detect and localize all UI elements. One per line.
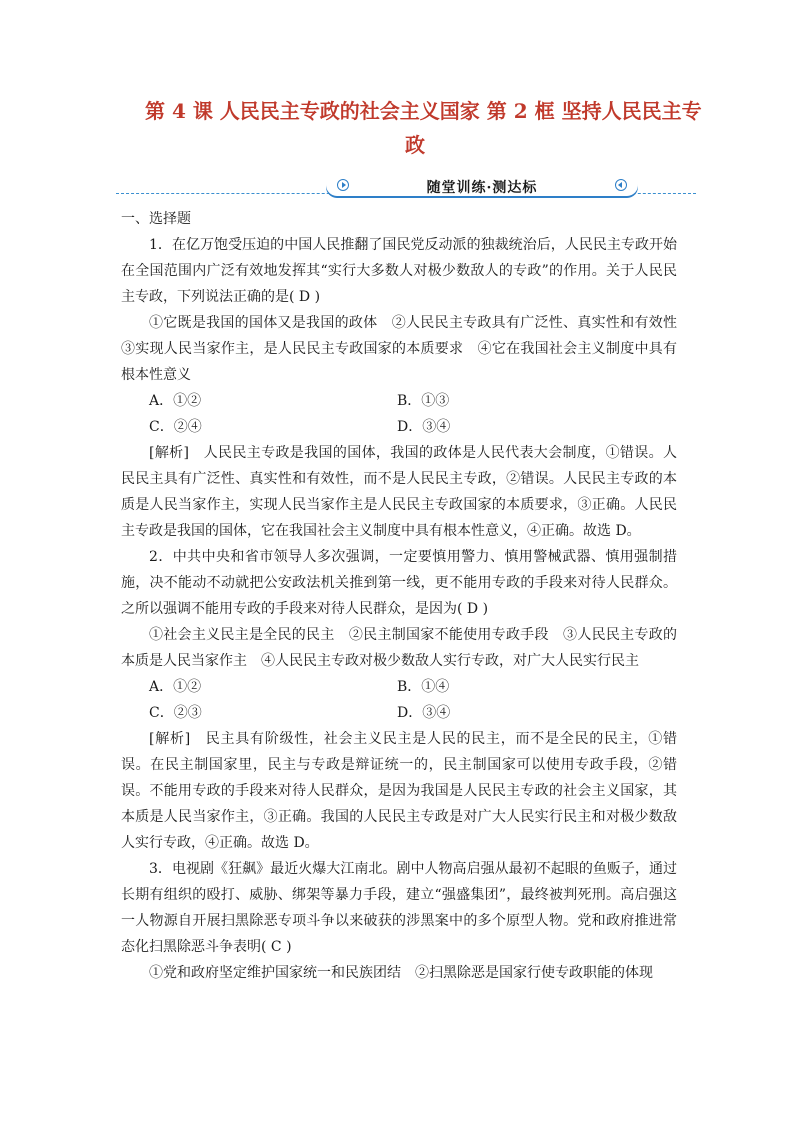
question-2-statements: ①社会主义民主是全民的民主 ②民主制国家不能使用专政手段 ③人民民主专政的本质是人民当家作主 ④人民民主专政对极少数敌人实行专政，对广大人民实行民主	[121, 627, 677, 669]
banner-label: 随堂训练·测达标	[426, 180, 538, 196]
option-c: C．②③	[149, 705, 202, 721]
question-3-stem: 3．电视剧《狂飙》最近火爆大江南北。剧中人物高启强从最初不起眼的鱼贩子，通过长期有组织的殴打、威胁、绑架等暴力手段，建立“强盛集团”，最终被判死刑。高启强这一人物源自开展扫黑除恶专项斗争以来破获的涉黑案中的多个原型人物。党和政府推进常态化扫黑除恶斗争表明( C )	[121, 861, 677, 955]
option-a: A．①②	[149, 679, 202, 695]
question-1-stem: 1．在亿万饱受压迫的中国人民推翻了国民党反动派的独裁统治后，人民民主专政开始在全国范围内广泛有效地发挥其“实行大多数人对极少数敌人的专政”的作用。关于人民民主专政，下列说法正确的是( D )	[121, 237, 677, 305]
analysis-text: 人民民主专政是我国的国体，我国的政体是人民代表大会制度，①错误。人民民主具有广泛性、真实性和有效性，而不是人民民主专政，②错误。人民民主专政的本质是人民当家作主，实现人民当家作主是人民民主专政国家的本质要求，③正确。人民民主专政是我国的国体，它在我国社会主义制度中具有根本性意义，④正确。故选 D。	[121, 445, 677, 539]
question-body	[121, 206, 677, 986]
option-a: A．①②	[149, 393, 202, 409]
analysis-label: [解析]	[149, 731, 191, 747]
lesson-title	[145, 94, 702, 162]
title-line-1: 第 4 课 人民民主专政的社会主义国家 第 2 框 坚持人民民主专	[145, 99, 702, 123]
question-2-analysis	[121, 726, 677, 856]
option-b: B．①③	[397, 393, 450, 409]
analysis-label: [解析]	[149, 445, 189, 461]
analysis-text: 民主具有阶级性，社会主义民主是人民的民主，而不是全民的民主，①错误。在民主制国家里，民主与专政是辩证统一的，民主制国家可以使用专政手段，②错误。不能用专政的手段来对待人民群众，是因为我国是人民民主专政的社会主义国家，其本质是人民当家作主，③正确。我国的人民民主专政是对广大人民实行民主和对极少数敌人实行专政，④正确。故选 D。	[121, 731, 677, 851]
question-1-analysis	[121, 440, 677, 544]
question-2-options-row-2	[121, 700, 677, 726]
question-2-options-row-1	[121, 674, 677, 700]
question-1-options-row-2	[121, 414, 677, 440]
banner-tab	[326, 174, 638, 196]
option-d: D．③④	[397, 705, 451, 721]
option-b: B．①④	[397, 679, 450, 695]
option-c: C．②④	[149, 419, 202, 435]
question-1-options-row-1	[121, 388, 677, 414]
question-2-stem: 2．中共中央和省市领导人多次强调，一定要慎用警力、慎用警械武器、慎用强制措施，决不能动不动就把公安政法机关推到第一线，更不能用专政的手段来对待人民群众。之所以强调不能用专政的手段来对待人民群众，是因为( D )	[121, 549, 677, 617]
section-heading: 一、选择题	[121, 211, 191, 227]
section-banner	[116, 174, 696, 198]
play-left-icon	[615, 179, 627, 191]
question-1-statements: ①它既是我国的国体又是我国的政体 ②人民民主专政具有广泛性、真实性和有效性③实现人民当家作主，是人民民主专政国家的本质要求 ④它在我国社会主义制度中具有根本性意义	[121, 315, 677, 383]
option-d: D．③④	[397, 419, 451, 435]
title-line-2: 政	[405, 133, 425, 157]
question-3-statements: ①党和政府坚定维护国家统一和民族团结 ②扫黑除恶是国家行使专政职能的体现	[149, 965, 653, 981]
